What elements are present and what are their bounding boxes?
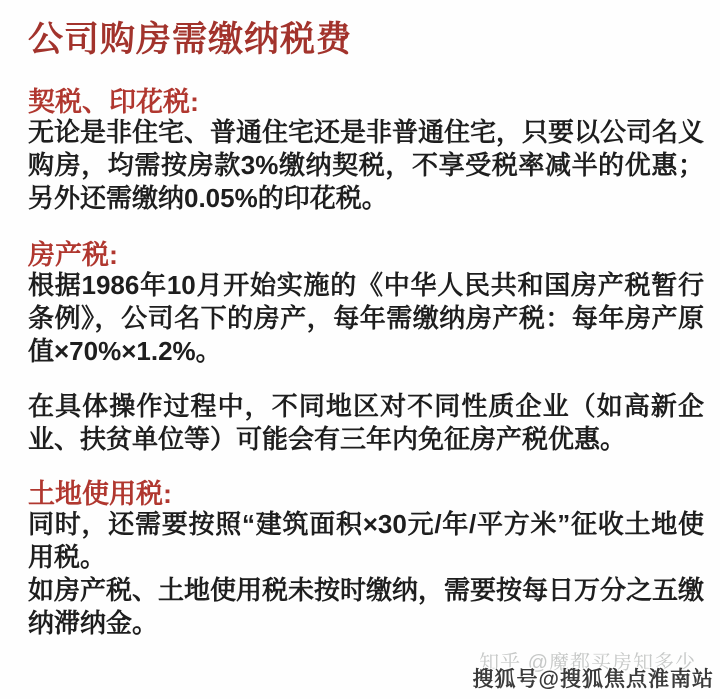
land-use-tax-paragraph-2: 如房产税、土地使用税未按时缴纳，需要按每日万分之五缴纳滞纳金。 xyxy=(28,575,705,638)
deed-stamp-tax-heading: 契税、印花税: xyxy=(28,87,199,117)
page-title: 公司购房需缴纳税费 xyxy=(28,20,353,59)
section-deed-and-stamp-tax xyxy=(28,88,704,215)
property-tax-heading: 房产税: xyxy=(28,240,118,270)
section-property-tax xyxy=(28,241,704,456)
land-use-tax-heading: 土地使用税: xyxy=(28,479,172,509)
zhihu-watermark: 知乎 @魔都买房知多少 xyxy=(479,652,696,674)
deed-stamp-tax-paragraph: 无论是非住宅、普通住宅还是非普通住宅，只要以公司名义购房，均需按房款3%缴纳契税，不享受税率减半的优惠；另外还需缴纳0.05%的印花税。 xyxy=(28,117,705,213)
sohu-watermark: 搜狐号@搜狐焦点淮南站 xyxy=(472,668,714,691)
property-tax-paragraph-2: 在具体操作过程中，不同地区对不同性质企业（如高新企业、扶贫单位等）可能会有三年内免征房产税优惠。 xyxy=(28,391,704,454)
land-use-tax-paragraph-1: 同时，还需要按照“建筑面积×30元/年/平方米”征收土地使用税。 xyxy=(28,509,704,572)
section-land-use-tax xyxy=(28,480,704,640)
property-tax-paragraph-1: 根据1986年10月开始实施的《中华人民共和国房产税暂行条例》，公司名下的房产，每年需缴纳房产税：每年房产原值×70%×1.2%。 xyxy=(28,270,704,366)
